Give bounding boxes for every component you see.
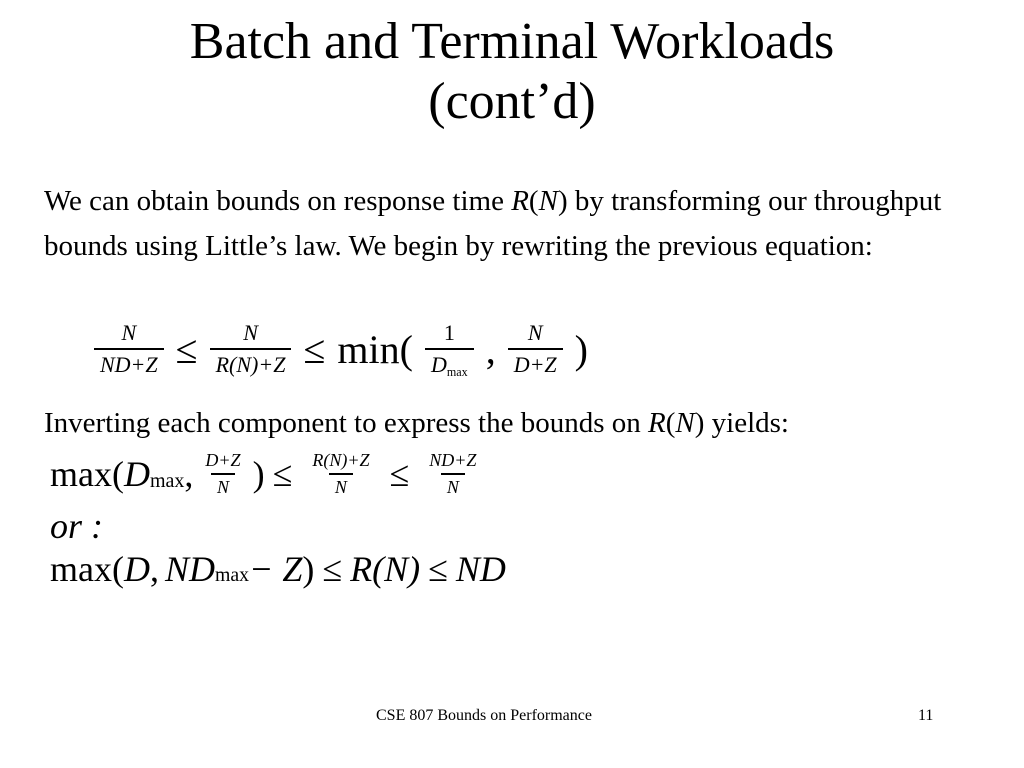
page-number: 11 [918,707,934,724]
inverting-open-paren: ( [665,407,676,439]
fraction-n-over-d-plus-z: $\frac{N}{D+Z}$ [508,320,563,378]
slide-title [0,12,1024,132]
nd-symbol: ND [164,549,215,589]
leq-symbol: ≤ [303,326,326,372]
or-separator: or : [50,506,103,546]
intro-open-paren: ( [528,185,539,217]
fraction-nd-plus-z-over-n: $\frac{ND+Z}{N}$ [429,450,477,497]
inverting-text-start: Inverting each component to express the bounds on [44,407,649,439]
minus-z: − Z [249,549,303,589]
leq-symbol: ≤ [428,549,448,589]
fraction-rn-plus-z-over-n: $\frac{R(N)+Z}{N}$ [312,450,370,497]
close-paren: ) [252,454,265,494]
d-symbol: D [123,454,150,494]
intro-r-symbol: R [511,185,529,217]
response-time-bound-equation [50,450,488,498]
title-line-1: Batch and Terminal Workloads [189,13,835,70]
intro-text-end: ) by transforming our throughput bounds using Little’s law. We begin by rewriting the previous equation: [44,185,942,262]
title-line-2: (cont’d) [428,73,596,130]
response-time-bound-simplified [50,548,506,590]
fraction-n-over-nd-plus-z: $\frac{N}{ND+Z}$ [94,320,164,378]
comma: , [485,326,496,372]
comma: , [184,454,194,494]
leq-symbol: ≤ [272,454,293,494]
max-subscript: max [149,469,185,492]
close-paren: ) [574,326,588,372]
comma: , [149,549,159,589]
intro-text-start: We can obtain bounds on response time [44,185,512,217]
fraction-one-over-dmax: $\frac{1}{Dmax}$ [425,320,474,378]
min-function: min( [337,326,413,372]
fraction-d-plus-z-over-n: $\frac{D+Z}{N}$ [205,450,241,497]
throughput-bound-equation [88,320,594,378]
close-paren: ) [302,549,315,589]
footer-course: CSE 807 Bounds on Performance [376,707,592,724]
leq-symbol: ≤ [389,454,410,494]
max-subscript: max [214,564,250,587]
leq-symbol: ≤ [175,326,198,372]
inverting-paragraph [44,401,1004,446]
fraction-n-over-rn-plus-z: $\frac{N}{R(N)+Z}$ [210,320,292,378]
inverting-text-end: ) yields: [694,407,789,439]
nd-upper-symbol: ND [455,549,506,589]
max-function: max( [50,549,124,589]
intro-n-symbol: N [538,185,558,217]
inverting-r-symbol: R [648,407,666,439]
max-function: max( [50,454,124,494]
d-symbol: D [123,549,150,589]
leq-symbol: ≤ [322,549,343,589]
intro-paragraph [44,179,984,269]
rn-symbol: R(N) [350,549,421,589]
inverting-n-symbol: N [675,407,695,439]
